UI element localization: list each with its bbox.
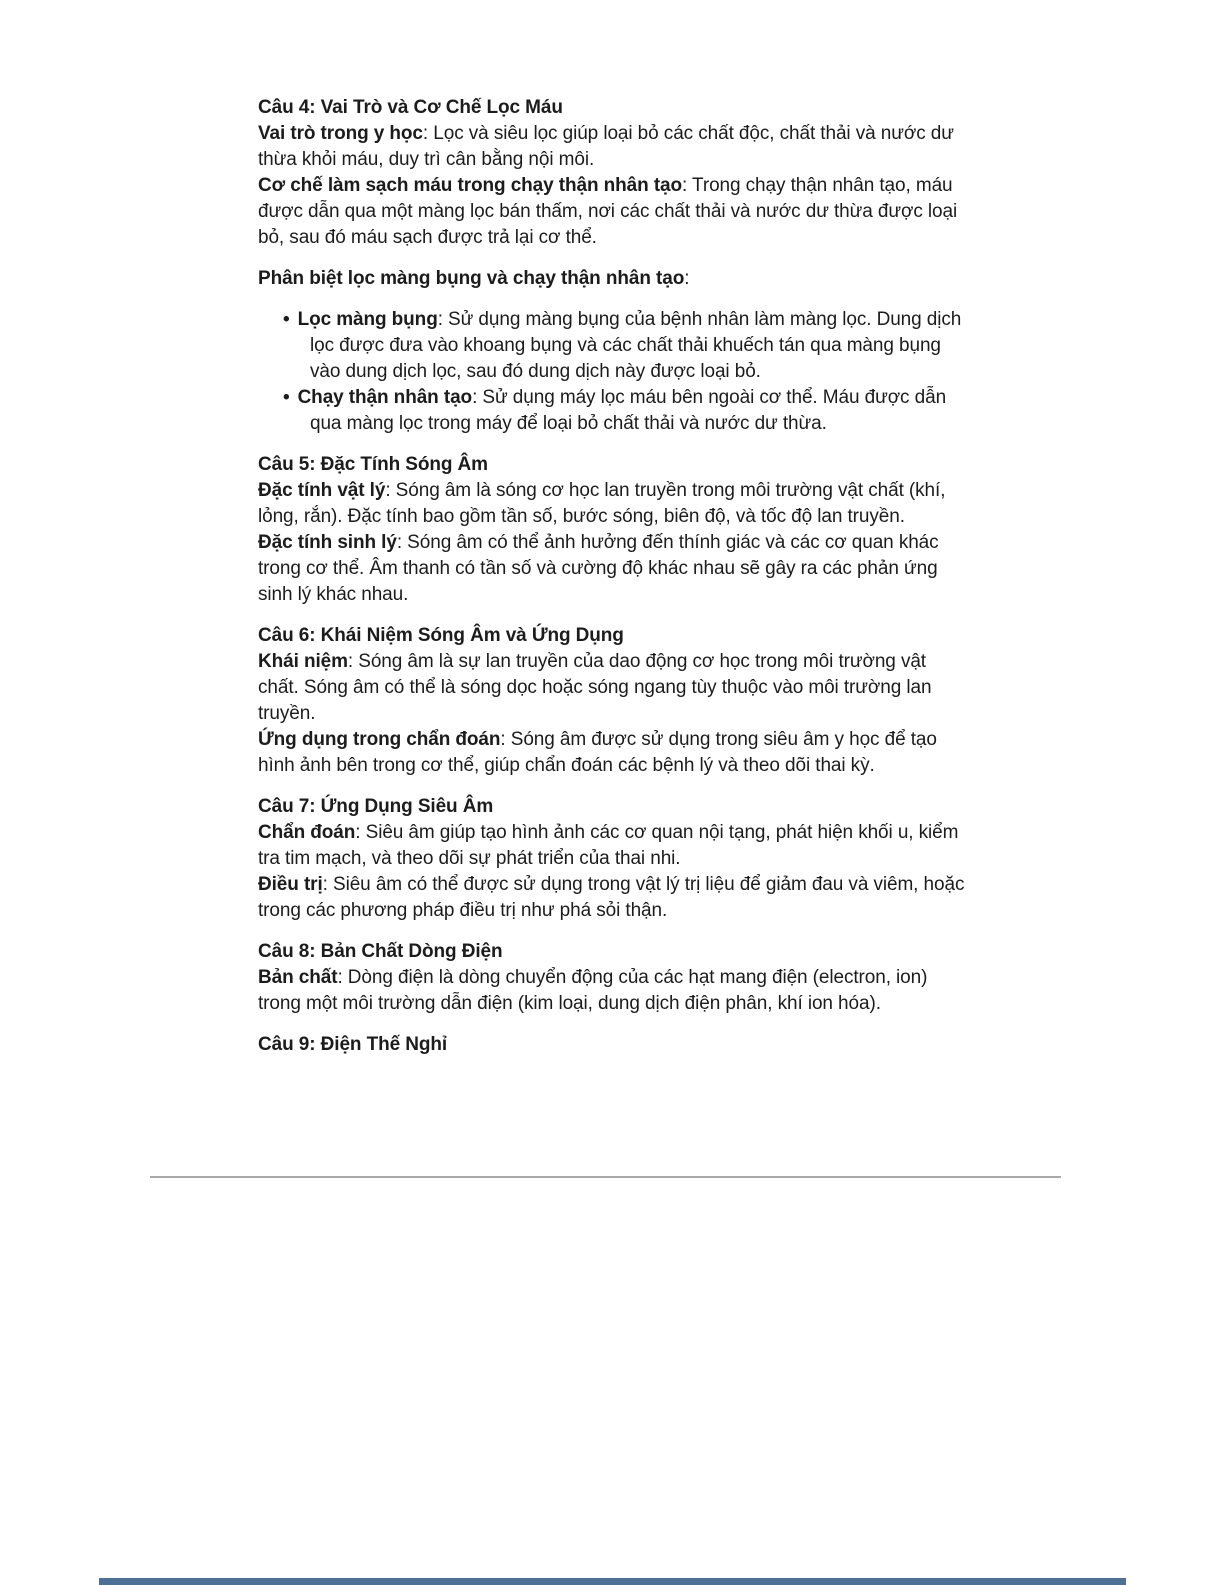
section-heading-cau5: Câu 5: Đặc Tính Sóng Âm	[258, 454, 488, 475]
paragraph-label: Vai trò trong y học	[258, 123, 423, 144]
bullet-item	[270, 385, 970, 437]
page-divider-line	[150, 1176, 1061, 1178]
paragraph	[258, 530, 970, 608]
bullet-label: Chạy thận nhân tạo	[297, 387, 473, 408]
section-heading-cau4: Câu 4: Vai Trò và Cơ Chế Lọc Máu	[258, 97, 563, 118]
paragraph-label: Khái niệm	[258, 651, 348, 672]
paragraph	[258, 121, 970, 173]
paragraph-label: Phân biệt lọc màng bụng và chạy thận nhân tạo	[258, 268, 685, 289]
paragraph-label: Ứng dụng trong chẩn đoán	[258, 729, 501, 750]
paragraph-text: : Lọc và siêu lọc giúp loại bỏ các chất độc, chất thải và nước dư thừa khỏi máu, duy trì cân bằng nội môi.	[258, 123, 954, 170]
bullet-text: : Sử dụng màng bụng của bệnh nhân làm màng lọc. Dung dịch lọc được đưa vào khoang bụng và các chất thải khuếch tán qua màng bụng vào dung dịch lọc, sau đó dung dịch này được loại bỏ.	[310, 309, 962, 382]
paragraph-label: Bản chất	[258, 967, 338, 988]
paragraph-text: : Sóng âm là sóng cơ học lan truyền trong môi trường vật chất (khí, lỏng, rắn). Đặc tính bao gồm tần số, bước sóng, biên độ, và tốc độ lan truyền.	[258, 480, 946, 527]
paragraph-text: : Sóng âm được sử dụng trong siêu âm y học để tạo hình ảnh bên trong cơ thể, giúp chẩn đoán các bệnh lý và theo dõi thai kỳ.	[258, 729, 937, 776]
paragraph-label: Điều trị	[258, 874, 323, 895]
section-heading-cau9: Câu 9: Điện Thế Nghỉ	[258, 1034, 448, 1055]
bullet-list	[258, 307, 970, 437]
bottom-accent-bar	[99, 1578, 1126, 1585]
paragraph-text: : Sóng âm là sự lan truyền của dao động cơ học trong môi trường vật chất. Sóng âm có thể là sóng dọc hoặc sóng ngang tùy thuộc vào môi trường lan truyền.	[258, 651, 932, 724]
paragraph-text: :	[684, 268, 690, 289]
paragraph	[258, 872, 970, 924]
paragraph	[258, 649, 970, 727]
bullet-label: Lọc màng bụng	[297, 309, 438, 330]
section-heading-cau8: Câu 8: Bản Chất Dòng Điện	[258, 941, 503, 962]
paragraph	[258, 727, 970, 779]
paragraph	[258, 820, 970, 872]
bullet-item	[270, 307, 970, 385]
paragraph-text: : Sóng âm có thể ảnh hưởng đến thính giác và các cơ quan khác trong cơ thể. Âm thanh có tần số và cường độ khác nhau sẽ gây ra các phản ứng sinh lý khác nhau.	[258, 532, 939, 605]
paragraph	[258, 478, 970, 530]
paragraph-text: : Trong chạy thận nhân tạo, máu được dẫn qua một màng lọc bán thấm, nơi các chất thải và nước dư thừa được loại bỏ, sau đó máu sạch được trả lại cơ thể.	[258, 175, 958, 248]
paragraph-text: : Siêu âm có thể được sử dụng trong vật lý trị liệu để giảm đau và viêm, hoặc trong các phương pháp điều trị như phá sỏi thận.	[258, 874, 965, 921]
document-body	[258, 95, 970, 1058]
paragraph-label: Đặc tính sinh lý	[258, 532, 397, 553]
paragraph	[258, 173, 970, 251]
paragraph	[258, 965, 970, 1017]
paragraph-label: Cơ chế làm sạch máu trong chạy thận nhân tạo	[258, 175, 683, 196]
section-heading-cau7: Câu 7: Ứng Dụng Siêu Âm	[258, 796, 494, 817]
bullet-text: : Sử dụng máy lọc máu bên ngoài cơ thể. Máu được dẫn qua màng lọc trong máy để loại bỏ chất thải và nước dư thừa.	[310, 387, 947, 434]
paragraph-text: : Siêu âm giúp tạo hình ảnh các cơ quan nội tạng, phát hiện khối u, kiểm tra tim mạch, và theo dõi sự phát triển của thai nhi.	[258, 822, 959, 869]
paragraph-text: : Dòng điện là dòng chuyển động của các hạt mang điện (electron, ion) trong một môi trường dẫn điện (kim loại, dung dịch điện phân, khí ion hóa).	[258, 967, 928, 1014]
paragraph	[258, 266, 970, 292]
paragraph-label: Chẩn đoán	[258, 822, 356, 843]
paragraph-label: Đặc tính vật lý	[258, 480, 386, 501]
section-heading-cau6: Câu 6: Khái Niệm Sóng Âm và Ứng Dụng	[258, 625, 624, 646]
